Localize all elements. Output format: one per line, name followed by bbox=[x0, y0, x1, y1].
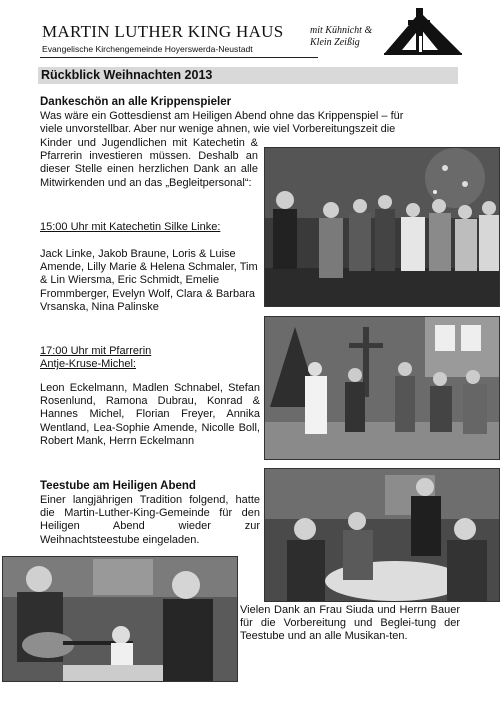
photo-nativity-children bbox=[264, 147, 500, 307]
photo-teestube-guests bbox=[264, 468, 500, 602]
teestube-thanks: Vielen Dank an Frau Siuda und Herrn Bauer für die Vorbereitung und Beglei-tung der Teestube und an alle Musikan-ten. bbox=[240, 604, 460, 643]
krippe-heading: Dankeschön an alle Krippenspieler bbox=[40, 96, 232, 108]
teestube-text: Einer langjährigen Tradition folgend, hatte die Martin-Luther-King-Gemeinde für den Heiligen Abend wieder zur Weihnachtsteestube eingeladen. bbox=[40, 494, 260, 546]
location-note bbox=[310, 25, 372, 49]
group1-heading: 15:00 Uhr mit Katechetin Silke Linke: bbox=[40, 221, 221, 233]
group2-heading-line1: 17:00 Uhr mit Pfarrerin bbox=[40, 345, 152, 357]
photo-musician-guitar bbox=[2, 556, 238, 682]
teestube-heading: Teestube am Heiligen Abend bbox=[40, 480, 196, 492]
photo-nativity-play bbox=[264, 316, 500, 460]
krippe-intro-line2: viele unvorstellbar. Aber nur wenige ahnen, wie viel Vorbereitungszeit die bbox=[40, 123, 396, 135]
krippe-intro-line1: Was wäre ein Gottesdienst am Heiligen Abend ohne das Krippenspiel – für bbox=[40, 110, 404, 122]
newsletter-title: MARTIN LUTHER KING HAUS bbox=[42, 22, 284, 41]
group1-names: Jack Linke, Jakob Braune, Loris & Luise Amende, Lilly Marie & Helena Schmaler, Tim & Lin Wiersma, Eric Schmidt, Emelie Frommberger, Evelyn Wolf, Clara & Barbara Vrsanska, Nina Palinske bbox=[40, 248, 258, 313]
location-note-line2: Klein Zeißig bbox=[310, 37, 360, 48]
section-title: Rückblick Weihnachten 2013 bbox=[41, 68, 213, 82]
group2-heading bbox=[40, 345, 151, 371]
newsletter-subtitle: Evangelische Kirchengemeinde Hoyerswerda-Neustadt bbox=[42, 44, 253, 54]
krippe-intro-rest: Kinder und Jugendlichen mit Katechetin & Pfarrerin investieren müssen. Deshalb an dieser Stelle einen herzlichen Dank an alle Mitwirkenden und an das „Begleitpersonal“: bbox=[40, 137, 258, 189]
location-note-line1: mit Kühnicht & bbox=[310, 25, 373, 36]
group2-names: Leon Eckelmann, Madlen Schnabel, Stefan Rosenlund, Ramona Dubrau, Konrad & Hannes Michel, Florian Freyer, Annika Wentland, Lea-Sophie Amende, Nicolle Boll, Robert Mank, Herrn Eckelmann bbox=[40, 382, 260, 447]
header-rule bbox=[40, 57, 318, 58]
section-title-bar bbox=[38, 67, 458, 84]
group2-heading-line2: Antje-Kruse-Michel: bbox=[40, 358, 136, 371]
church-logo-icon bbox=[380, 6, 466, 56]
